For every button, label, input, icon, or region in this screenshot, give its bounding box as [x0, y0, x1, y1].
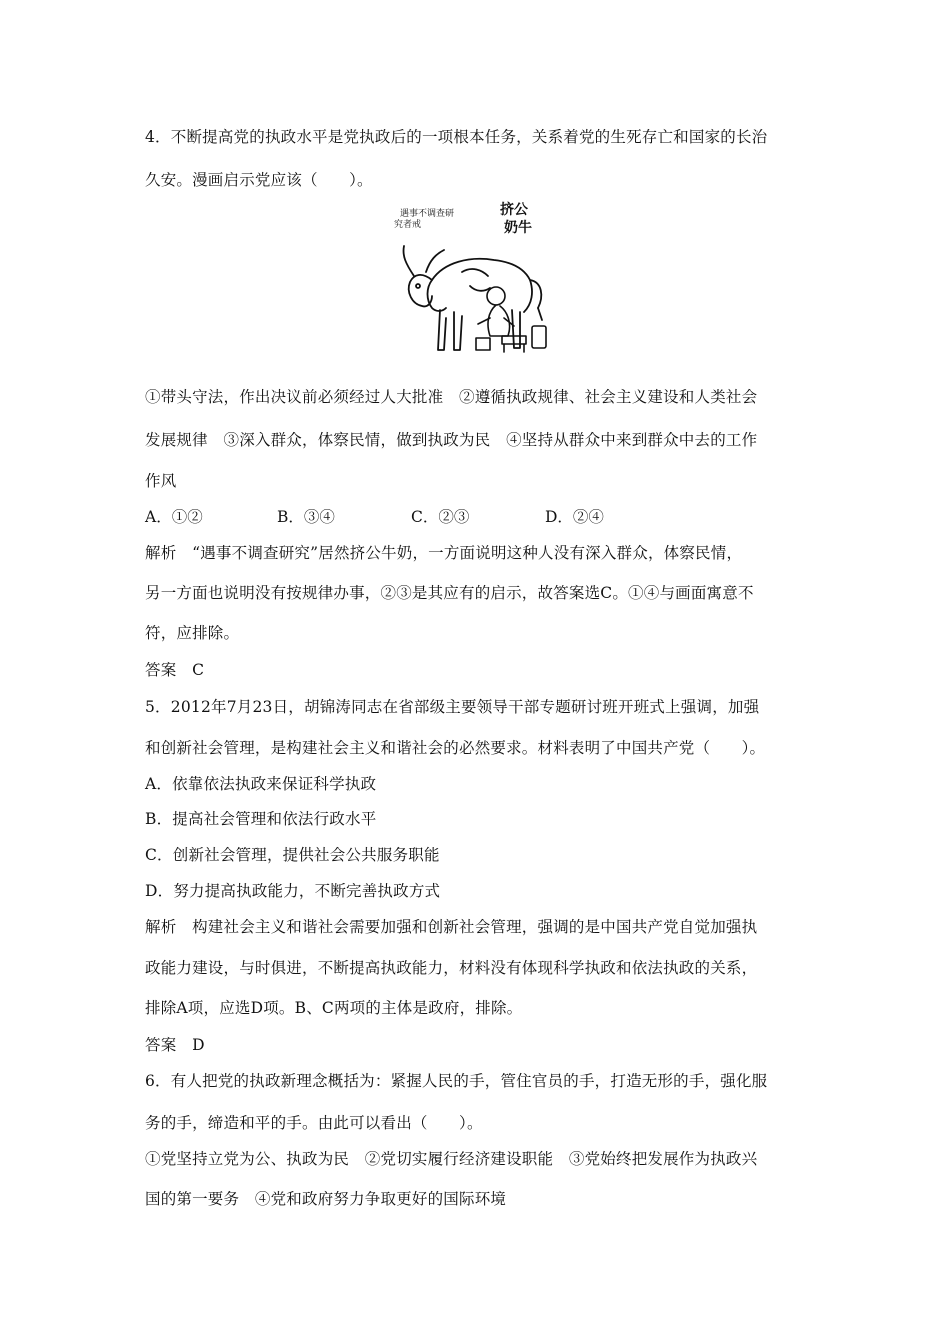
cartoon-title-bottom: 奶牛: [504, 220, 532, 236]
q6-stem-line-1: 6．有人把党的执政新理念概括为：紧握人民的手，管住官员的手，打造无形的手，强化服: [145, 1072, 768, 1090]
q5-option-b: B．提高社会管理和依法行政水平: [145, 810, 377, 828]
q6-stem-line-2: 务的手，缔造和平的手。由此可以看出（ ）。: [145, 1114, 483, 1132]
q6-statements-line-2: 国的第一要务 ④党和政府努力争取更好的国际环境: [145, 1190, 507, 1208]
q4-options: [145, 507, 815, 527]
q4-option-b: B．③④: [277, 508, 335, 526]
q5-option-d: D．努力提高执政能力，不断完善执政方式: [145, 882, 441, 900]
q4-stem-line-2: 久安。漫画启示党应该（ ）。: [145, 171, 373, 189]
cow-milking-cartoon: [392, 200, 562, 370]
q4-option-a: A．①②: [145, 508, 203, 526]
q5-analysis-line-1: 解析 构建社会主义和谐社会需要加强和创新社会管理，强调的是中国共产党自觉加强执: [145, 918, 758, 936]
q4-stem-line-1: 4．不断提高党的执政水平是党执政后的一项根本任务，关系着党的生死存亡和国家的长治: [145, 128, 768, 146]
q5-answer: 答案 D: [145, 1036, 205, 1054]
q4-analysis-line-1: 解析 “遇事不调查研究”居然挤公牛奶，一方面说明这种人没有深入群众，体察民情，: [145, 544, 743, 562]
q4-analysis-line-3: 符，应排除。: [145, 624, 240, 642]
q5-stem-line-2: 和创新社会管理，是构建社会主义和谐社会的必然要求。材料表明了中国共产党（ ）。: [145, 739, 766, 757]
q5-option-c: C．创新社会管理，提供社会公共服务职能: [145, 846, 440, 864]
cartoon-title-top: 挤公: [500, 202, 528, 218]
q5-analysis-line-2: 政能力建设，与时俱进，不断提高执政能力，材料没有体现科学执政和依法执政的关系，: [145, 959, 758, 977]
q5-analysis-line-3: 排除A项，应选D项。B、C两项的主体是政府，排除。: [145, 999, 523, 1017]
q4-statements-line-2: 发展规律 ③深入群众，体察民情，做到执政为民 ④坚持从群众中来到群众中去的工作: [145, 431, 758, 449]
q4-option-d: D．②④: [545, 508, 604, 526]
q4-statements-line-1: ①带头守法，作出决议前必须经过人大批准 ②遵循执政规律、社会主义建设和人类社会: [145, 388, 758, 406]
q4-analysis-line-2: 另一方面也说明没有按规律办事，②③是其应有的启示，故答案选C。①④与画面寓意不: [145, 584, 754, 602]
cartoon-caption-line-2: 究者戒: [394, 220, 422, 230]
cartoon-caption-line-1: 遇事不调查研: [400, 209, 455, 219]
q5-stem-line-1: 5．2012年7月23日，胡锦涛同志在省部级主要领导干部专题研讨班开班式上强调，加强: [145, 698, 760, 716]
q6-statements-line-1: ①党坚持立党为公、执政为民 ②党切实履行经济建设职能 ③党始终把发展作为执政兴: [145, 1150, 758, 1168]
q4-answer: 答案 C: [145, 661, 205, 679]
q4-option-c: C．②③: [411, 508, 470, 526]
q4-statements-line-3: 作风: [145, 472, 177, 490]
q5-option-a: A．依靠依法执政来保证科学执政: [145, 775, 377, 793]
